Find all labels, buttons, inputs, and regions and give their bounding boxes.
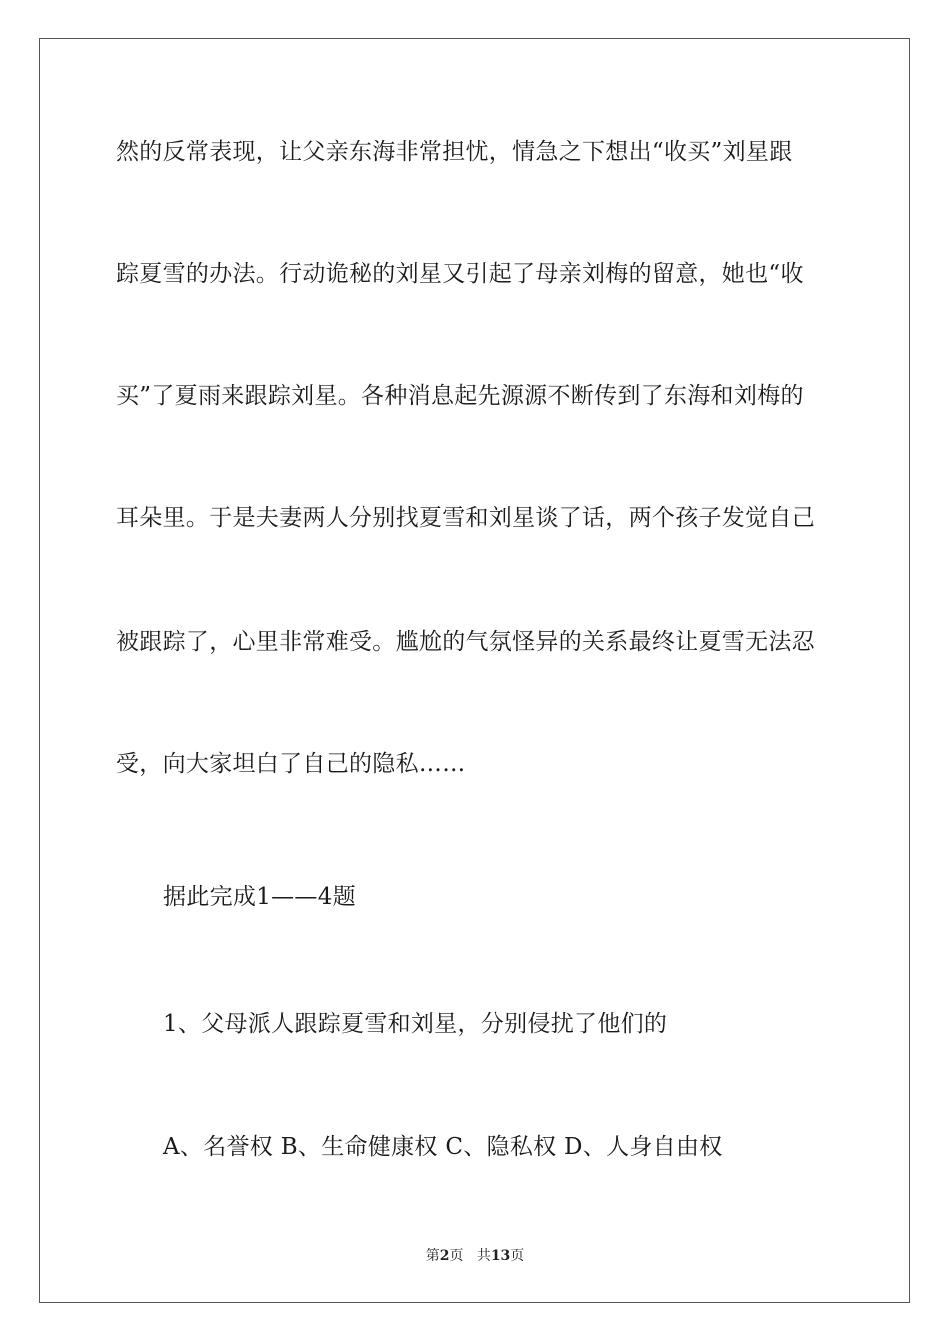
- footer-total-prefix: 共: [476, 1248, 491, 1264]
- footer-page-suffix: 页: [449, 1248, 464, 1264]
- page-footer: [0, 1247, 950, 1265]
- body-text-line: 受，向大家坦白了自己的隐私……: [116, 751, 466, 777]
- instruction-text: 据此完成1——4题: [163, 884, 356, 910]
- body-text-line: 耳朵里。于是夫妻两人分别找夏雪和刘星谈了话，两个孩子发觉自己: [116, 505, 815, 531]
- footer-total-pages: 13: [490, 1248, 511, 1264]
- body-text-line: 踪夏雪的办法。行动诡秘的刘星又引起了母亲刘梅的留意，她也“收: [116, 261, 804, 287]
- footer-page-prefix: 第: [425, 1248, 440, 1264]
- question-1-options: A、名誉权 B、生命健康权 C、隐私权 D、人身自由权: [163, 1134, 723, 1160]
- footer-total-suffix: 页: [510, 1248, 525, 1264]
- body-text-line: 被跟踪了，心里非常难受。尴尬的气氛怪异的关系最终让夏雪无法忍: [116, 629, 815, 655]
- footer-page-current: 2: [439, 1248, 450, 1264]
- body-text-line: 然的反常表现，让父亲东海非常担忧，情急之下想出“收买”刘星跟: [116, 139, 793, 165]
- page-border: [39, 38, 910, 1303]
- body-text-line: 买”了夏雨来跟踪刘星。各种消息起先源源不断传到了东海和刘梅的: [116, 383, 804, 409]
- question-1-text: 1、父母派人跟踪夏雪和刘星，分别侵扰了他们的: [163, 1011, 668, 1037]
